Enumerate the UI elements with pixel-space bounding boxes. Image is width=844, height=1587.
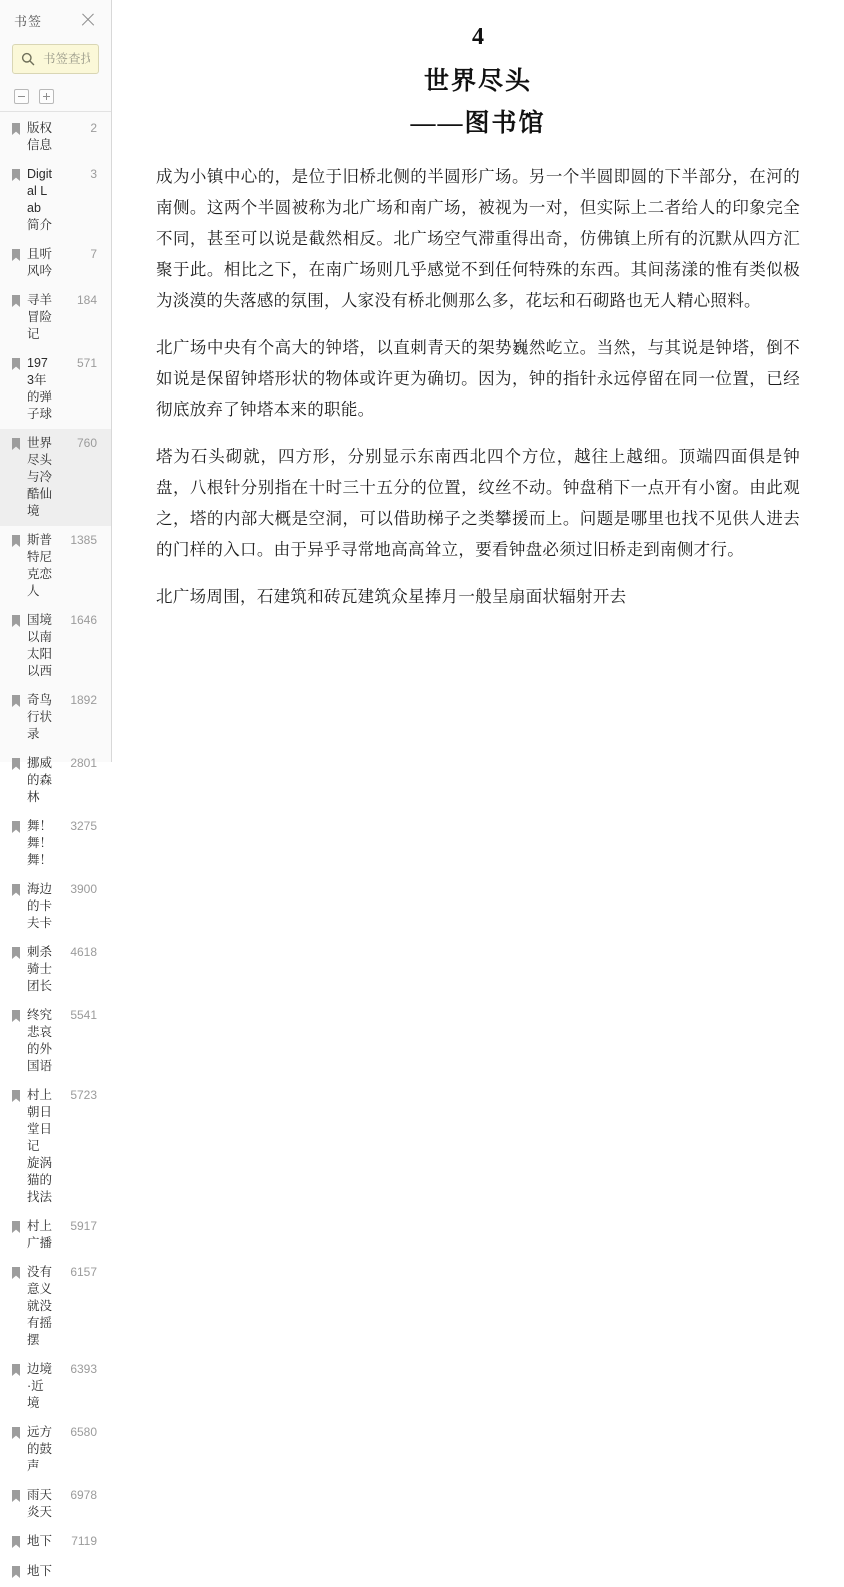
bookmark-page: 571 <box>76 356 98 370</box>
list-item[interactable] <box>0 526 111 606</box>
list-item[interactable] <box>0 812 111 875</box>
list-item[interactable] <box>0 686 111 749</box>
bookmark-label: 寻羊冒险记 <box>27 293 53 341</box>
bookmark-label: 世界尽头与冷酷仙境 <box>27 436 53 518</box>
bookmark-toolbar <box>0 82 111 112</box>
bookmark-label: 没有意义就没有摇摆 <box>27 1265 53 1347</box>
bookmark-page: 6393 <box>70 1362 98 1376</box>
list-item[interactable] <box>0 240 111 286</box>
bookmark-label: 且听风吟 <box>27 247 53 278</box>
bookmark-panel-title: 书签 <box>14 13 43 29</box>
bookmark-icon <box>12 884 20 896</box>
list-item[interactable] <box>0 606 111 686</box>
bookmark-icon <box>12 695 20 707</box>
bookmark-page: 1892 <box>70 693 98 707</box>
bookmark-label: 国境以南 太阳以西 <box>27 613 53 678</box>
collapse-all-icon[interactable] <box>14 89 29 104</box>
list-item[interactable] <box>0 114 111 160</box>
bookmark-page: 5917 <box>70 1219 98 1233</box>
bookmark-label: 雨天炎天 <box>27 1488 53 1519</box>
list-item[interactable] <box>0 1527 111 1557</box>
bookmark-panel <box>0 0 112 1578</box>
bookmark-icon <box>12 295 20 307</box>
bookmark-page: 6157 <box>70 1265 98 1279</box>
bookmark-icon <box>12 1010 20 1022</box>
search-input[interactable] <box>43 52 90 66</box>
bookmark-page: 3 <box>90 167 98 181</box>
list-item[interactable] <box>0 1481 111 1527</box>
close-icon[interactable] <box>79 11 97 29</box>
list-item[interactable] <box>0 349 111 429</box>
chapter-title: 世界尽头 <box>424 68 533 95</box>
bookmark-label: 地下 <box>27 1564 53 1578</box>
bookmark-page: 3275 <box>70 819 98 833</box>
bookmark-label: 挪威的森林 <box>27 756 53 804</box>
search-icon <box>21 52 35 66</box>
bookmark-page: 6978 <box>70 1488 98 1502</box>
bookmark-page: 184 <box>76 293 98 307</box>
body-paragraph: 塔为石头砌就，四方形，分别显示东南西北四个方位，越往上越细。顶端四面俱是钟盘，八根针分别指在十时三十五分的位置，纹丝不动。钟盘稍下一点开有小窗。由此观之，塔的内部大概是空洞，可以借助梯子之类攀援而上。问题是哪里也找不见供人进去的门样的入口。由于异乎寻常地高高耸立，要看钟盘必须过旧桥走到南侧才行。 <box>156 447 800 559</box>
reading-pane <box>112 0 844 762</box>
body-paragraph: 北广场周围，石建筑和砖瓦建筑众星捧月一般呈扇面状辐射开去 <box>156 587 627 606</box>
bookmark-panel-header <box>0 0 111 40</box>
bookmark-icon <box>12 1267 20 1279</box>
bookmark-page: 6580 <box>70 1425 98 1439</box>
bookmark-page: 7119 <box>71 1534 98 1548</box>
bookmark-label: 终究悲哀的外国语 <box>27 1008 53 1073</box>
bookmark-label: 奇鸟行状录 <box>27 693 53 741</box>
bookmark-page: 1385 <box>70 533 98 547</box>
list-item[interactable] <box>0 160 111 240</box>
bookmark-label: 版权信息 <box>27 121 53 152</box>
chapter-number: 4 <box>472 24 484 50</box>
bookmark-list[interactable] <box>0 112 111 1587</box>
bookmark-label: 村上广播 <box>27 1219 53 1250</box>
bookmark-label: 刺杀骑士团长 <box>27 945 53 993</box>
bookmark-icon <box>12 249 20 261</box>
bookmark-page: 7 <box>90 247 98 261</box>
body-paragraph: 北广场中央有个高大的钟塔，以直刺青天的架势巍然屹立。当然，与其说是钟塔，倒不如说是保留钟塔形状的物体或许更为确切。因为，钟的指针永远停留在同一位置，已经彻底放弃了钟塔本来的职能。 <box>156 338 800 419</box>
bookmark-icon <box>12 1364 20 1376</box>
bookmark-page: 2801 <box>70 756 98 770</box>
bookmark-icon <box>12 438 20 450</box>
bookmark-label: 村上朝日堂日记 旋涡猫的找法 <box>27 1088 53 1204</box>
bookmark-label: 1973年的弹子球 <box>27 356 53 421</box>
list-item[interactable] <box>0 1557 111 1587</box>
bookmark-page: 1646 <box>70 613 98 627</box>
bookmark-icon <box>12 123 20 135</box>
list-item[interactable] <box>0 875 111 938</box>
list-item[interactable] <box>0 286 111 349</box>
bookmark-page: 5541 <box>70 1008 98 1022</box>
bookmark-icon <box>12 169 20 181</box>
bookmark-label: 地下 <box>27 1534 53 1548</box>
list-item[interactable] <box>0 749 111 812</box>
list-item[interactable] <box>0 1212 111 1258</box>
bookmark-label: 舞！舞！舞！ <box>27 819 53 867</box>
bookmark-icon <box>12 758 20 770</box>
bookmark-icon <box>12 615 20 627</box>
bookmark-icon <box>12 1566 20 1578</box>
bookmark-icon <box>12 358 20 370</box>
bookmark-page: 4618 <box>70 945 98 959</box>
list-item[interactable] <box>0 1418 111 1481</box>
bookmark-search-box[interactable] <box>12 44 99 74</box>
list-item-selected[interactable] <box>0 429 111 526</box>
bookmark-label: 海边的卡夫卡 <box>27 882 53 930</box>
bookmark-icon <box>12 1427 20 1439</box>
bookmark-page: 2 <box>90 121 98 135</box>
bookmark-icon <box>12 947 20 959</box>
list-item[interactable] <box>0 1258 111 1355</box>
bookmark-page: 760 <box>76 436 98 450</box>
bookmark-label: Digital Lab简介 <box>27 167 53 232</box>
expand-all-icon[interactable] <box>39 89 54 104</box>
bookmark-label: 远方的鼓声 <box>27 1425 53 1473</box>
bookmark-icon <box>12 1490 20 1502</box>
bookmark-search-wrap <box>0 40 111 82</box>
bookmark-icon <box>12 1536 20 1548</box>
bookmark-label: 边境·近境 <box>27 1362 53 1410</box>
bookmark-icon <box>12 1221 20 1233</box>
bookmark-label: 斯普特尼克恋人 <box>27 533 53 598</box>
bookmark-icon <box>12 821 20 833</box>
body-paragraph: 成为小镇中心的，是位于旧桥北侧的半圆形广场。另一个半圆即圆的下半部分，在河的南侧。这两个半圆被称为北广场和南广场，被视为一对，但实际上二者给人的印象完全不同，甚至可以说是截然相反。北广场空气滞重得出奇，仿佛镇上所有的沉默从四方汇聚于此。相比之下，在南广场则几乎感觉不到任何特殊的东西。其间荡漾的惟有类似极为淡漠的失落感的氛围，人家没有桥北侧那么多，花坛和石砌路也无人精心照料。 <box>156 167 800 310</box>
bookmark-page: 3900 <box>70 882 98 896</box>
bookmark-page: 5723 <box>70 1088 98 1102</box>
bookmark-icon <box>12 535 20 547</box>
list-item[interactable] <box>0 1355 111 1418</box>
list-item[interactable] <box>0 1081 111 1212</box>
list-item[interactable] <box>0 938 111 1001</box>
list-item[interactable] <box>0 1001 111 1081</box>
chapter-subtitle: ——图书馆 <box>410 110 546 137</box>
bookmark-icon <box>12 1090 20 1102</box>
